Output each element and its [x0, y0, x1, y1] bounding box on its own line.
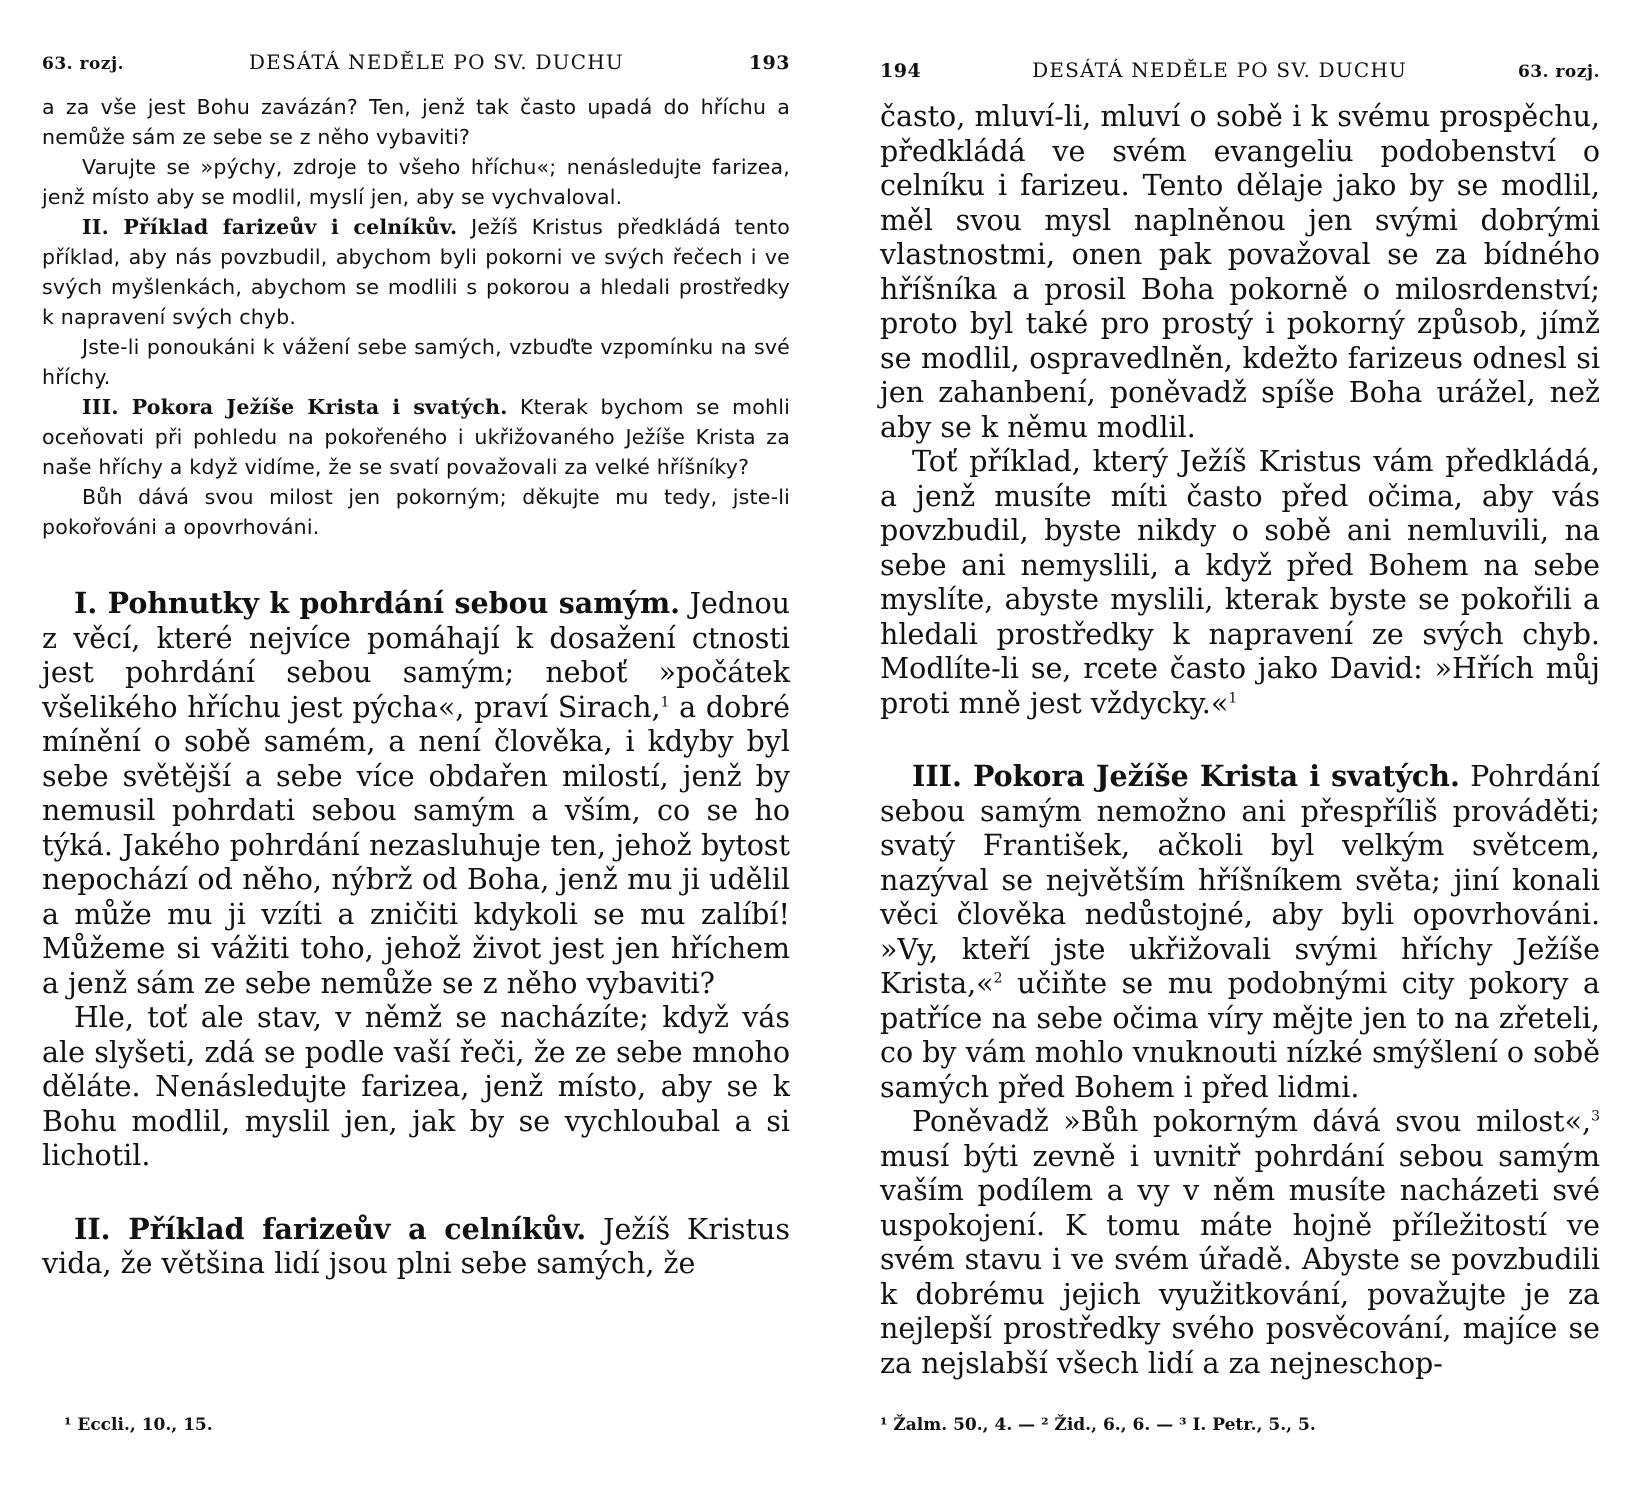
- page-number: 193: [748, 52, 790, 74]
- section-heading: III. Pokora Ježíše Krista i svatých.: [912, 759, 1460, 793]
- body-text: učiňte se mu podobnými city pokory a patříce na sebe očima víry mějte jen to na zřeteli, co by vám mohlo vnuknouti nízké smýšlení o sobě samých před Bohem i před lidmi.: [880, 967, 1600, 1104]
- summary-paragraph: [42, 212, 790, 332]
- body-text: a dobré mínění o sobě samém, a není člověka, i kdyby byl sebe světější a sebe více obdařen milostí, jenž by nemusil pohrdati sebou samým a vším, co se ho týká. Jakého pohrdání nezasluhuje ten, jehož bytost nepochází od něho, nýbrž od Boha, jenž mu ji udělil a může mu ji vzíti a zničiti kdykoli se mu zalíbí! Můžeme si vážiti toho, jehož život jest jen hříchem a jenž sám ze sebe nemůže se z něho vybaviti?: [42, 690, 790, 1000]
- body-text: musí býti zevně i uvnitř pohrdání sebou samým vaším podílem a vy v něm musíte nacházeti své uspokojení. K tomu máte hojně příležitostí ve svém stavu i ve svém úřadě. Abyste se povzbudili k dobrému jejich využitkování, považujte je za nejlepší prostředky svého posvěcování, majíce se za nejslabší všech lidí a za nejneschop-: [880, 1139, 1600, 1380]
- summary-heading: II. Příklad farizeův i celníkův.: [82, 215, 458, 239]
- summary-paragraph: Varujte se »pýchy, zdroje to všeho hříchu«; nenásledujte farizea, jenž místo aby se modlil, myslí jen, aby se vychvaloval.: [42, 155, 790, 209]
- summary-paragraph: Bůh dává svou milost jen pokorným; děkujte mu tedy, jste-li pokořováni a opovrhováni.: [42, 485, 790, 539]
- chapter-label: 63. rozj.: [42, 54, 125, 74]
- running-title: DESÁTÁ NEDĚLE PO SV. DUCHU: [1032, 58, 1408, 82]
- main-text: [42, 586, 790, 1282]
- footnote-ref: 3: [1591, 1108, 1600, 1125]
- left-running-head: [42, 50, 790, 74]
- body-paragraph: [880, 759, 1600, 1105]
- summary-paragraph: [42, 392, 790, 482]
- chapter-label: 63. rozj.: [1517, 62, 1600, 82]
- summary-block: [42, 92, 790, 542]
- right-page: [840, 0, 1650, 1500]
- footnote: ¹ Eccli., 10., 15.: [64, 1415, 213, 1435]
- summary-text: Kterak bychom se mohli oceňovati při pohledu na pokořeného i ukřižovaného Ježíše Krista za naše hříchy a když vidíme, že se svatí považovali za velké hříšníky?: [42, 395, 790, 479]
- body-paragraph: [42, 1212, 790, 1282]
- summary-paragraph: a za vše jest Bohu zavázán? Ten, jenž tak často upadá do hříchu a nemůže sám ze sebe se z něho vybaviti?: [42, 95, 790, 149]
- footnote-ref: 1: [1228, 690, 1238, 706]
- body-paragraph: často, mluví-li, mluví o sobě i k svému prospěchu, předkládá ve svém evangeliu podobenství o celníku i farizeu. Tento dělaje jako by se modlil, měl svou mysl naplněnou jen svými dobrými vlastnostmi, onen pak považoval se za bídného hříšníka a prosil Boha pokorně o milosrdenství; proto byl také pro prostý i pokorný způsob, jímž se modlil, ospravedlněn, kdežto farizeus odnesl si jen zahanbení, poněvadž spíše Boha urážel, než aby se k němu modlil.: [880, 100, 1600, 444]
- summary-paragraph: Jste-li ponoukáni k vážení sebe samých, vzbuďte vzpomínku na své hříchy.: [42, 335, 790, 389]
- running-title: DESÁTÁ NEDĚLE PO SV. DUCHU: [248, 50, 624, 74]
- body-text: Ježíš Kristus vida, že většina lidí jsou plni sebe samých, že: [42, 1212, 790, 1280]
- summary-heading: III. Pokora Ježíše Krista i svatých.: [82, 395, 508, 419]
- section-heading: I. Pohnutky k pohrdání sebou samým.: [74, 586, 681, 620]
- body-paragraph: [880, 445, 1600, 721]
- main-text: [880, 100, 1600, 1381]
- body-paragraph: Hle, toť ale stav, v němž se nacházíte; když vás ale slyšeti, zdá se podle vaší řeči, že ze sebe mnoho děláte. Nenásledujte farizea, jenž místo, aby se k Bohu modlil, myslil jen, jak by se vychloubal a si lichotil.: [42, 1001, 790, 1172]
- page-number: 194: [880, 60, 922, 82]
- body-text: Poněvadž »Bůh pokorným dává svou milost«,: [912, 1105, 1592, 1138]
- body-text: Pohrdání sebou samým nemožno ani přespříliš prováděti; svatý František, ačkoli byl velkým světcem, nazýval se největším hříšníkem světa; jiní konali věci člověka nedůstojné, aby byli opovrhováni. »Vy, kteří jste ukřižovali svými hříchy Ježíše Krista,«: [880, 760, 1600, 1000]
- body-paragraph: [880, 1105, 1600, 1381]
- section-heading: II. Příklad farizeův a celníkův.: [74, 1211, 587, 1246]
- right-running-head: [880, 58, 1600, 82]
- summary-text: Ježíš Kristus předkládá tento příklad, aby nás povzbudil, abychom byli pokorni ve svých řečech i ve svých myšlenkách, abychom se modlili s pokorou a hledali prostředky k napravení svých chyb.: [42, 215, 790, 329]
- left-page: [0, 0, 820, 1500]
- footnote: ¹ Žalm. 50., 4. — ² Žid., 6., 6. — ³ I. Petr., 5., 5.: [880, 1415, 1316, 1435]
- body-text: Toť příklad, který Ježíš Kristus vám předkládá, a jenž musíte míti často před očima, aby vás povzbudil, byste nikdy o sobě ani nemluvili, na sebe ani nemyslili, a když před Bohem na sebe myslíte, abyste myslili, kterak byste se pokořili a hledali prostředky k napravení ze svých chyb. Modlíte-li se, rcete často jako David: »Hřích můj proti mně jest vždycky.«: [880, 445, 1600, 720]
- body-paragraph: [42, 586, 790, 1001]
- body-text: Jednou z věcí, které nejvíce pomáhají k dosažení ctnosti jest pohrdání sebou samým; neboť »počátek všelikého hříchu jest pýcha«, praví Sirach,: [42, 587, 790, 724]
- footnote-ref: 1: [660, 694, 670, 710]
- footnote-ref: 2: [993, 970, 1003, 987]
